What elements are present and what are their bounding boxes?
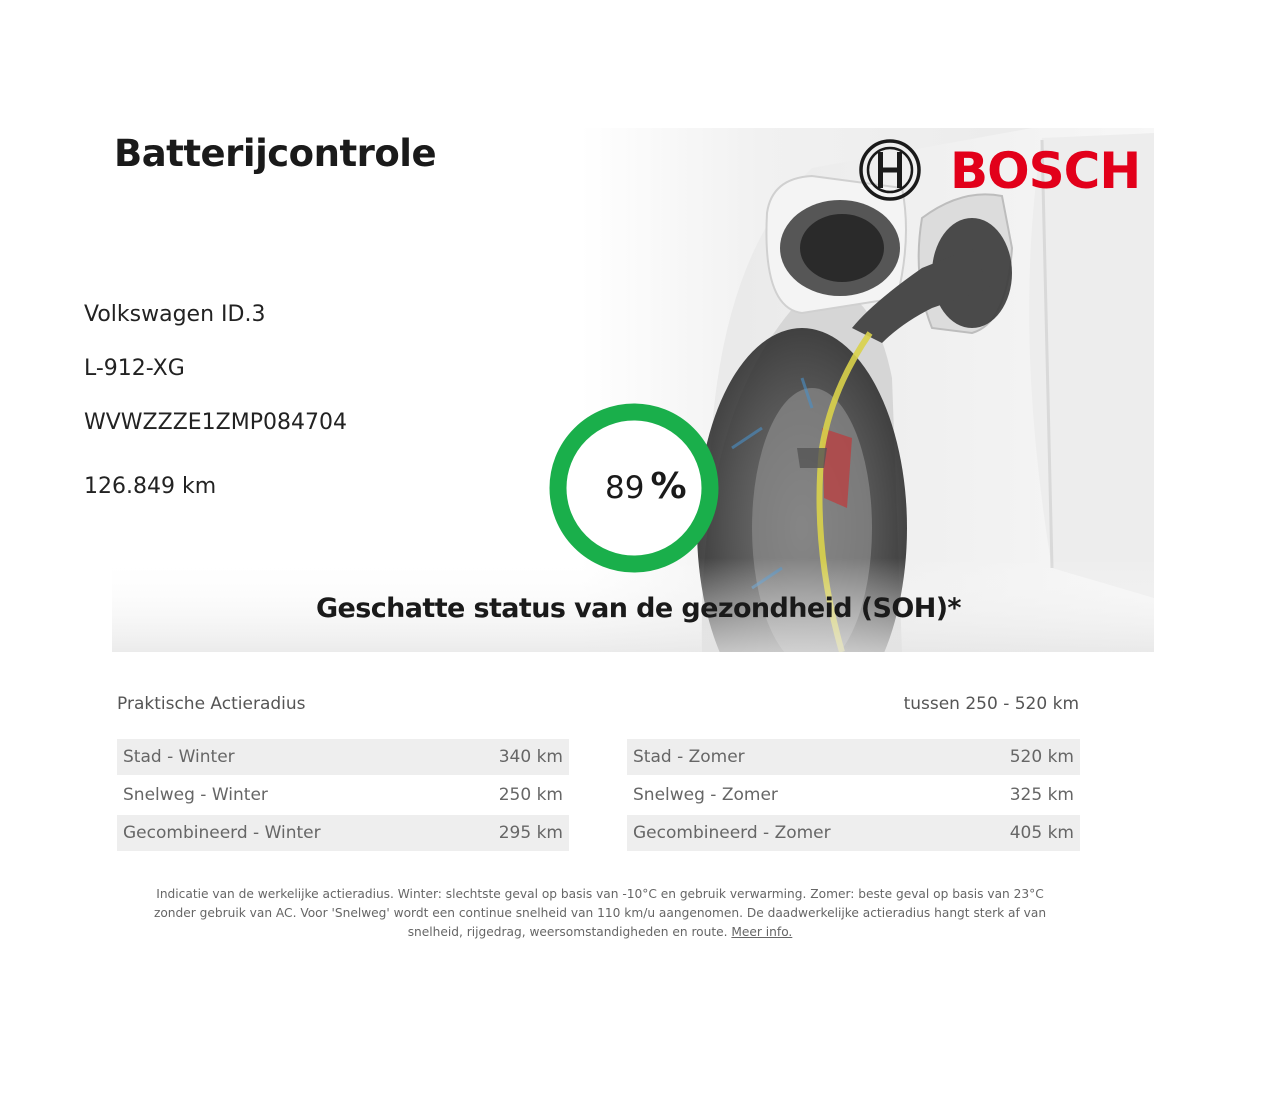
range-title: Praktische Actieradius xyxy=(117,694,306,714)
page-title: Batterijcontrole xyxy=(114,132,437,175)
summer-range-table xyxy=(627,739,1080,853)
range-label: Gecombineerd - Zomer xyxy=(633,823,831,843)
soh-unit: % xyxy=(650,466,687,507)
range-value: 405 km xyxy=(1009,823,1074,843)
brand-wordmark: BOSCH xyxy=(950,142,1141,200)
range-value: 520 km xyxy=(1009,747,1074,767)
table-row xyxy=(117,777,569,813)
range-label: Snelweg - Zomer xyxy=(633,785,778,805)
bosch-armature-icon xyxy=(858,138,922,202)
range-value: 325 km xyxy=(1009,785,1074,805)
bosch-logo xyxy=(858,138,1148,202)
winter-range-table xyxy=(117,739,569,853)
soh-caption: Geschatte status van de gezondheid (SOH)* xyxy=(316,593,961,624)
license-plate: L-912-XG xyxy=(84,356,185,381)
range-label: Stad - Winter xyxy=(123,747,235,767)
table-row xyxy=(117,815,569,851)
table-row xyxy=(627,777,1080,813)
soh-number: 89 xyxy=(605,470,645,506)
range-disclaimer xyxy=(138,885,1062,942)
range-label: Snelweg - Winter xyxy=(123,785,268,805)
range-label: Gecombineerd - Winter xyxy=(123,823,321,843)
table-row xyxy=(117,739,569,775)
mileage: 126.849 km xyxy=(84,474,217,499)
vin-number: WVWZZZE1ZMP084704 xyxy=(84,410,347,435)
soh-value xyxy=(605,466,687,507)
more-info-link[interactable]: Meer info. xyxy=(731,925,793,939)
disclaimer-text: Indicatie van de werkelijke actieradius. Winter: slechtste geval op basis van -10°C en gebruik verwarming. Zomer: beste geval op basis van 23°C zonder gebruik van AC. Voor 'Snelweg' wordt een continue snelheid van 110 km/u aangenomen. De daadwerkelijke actieradius hangt sterk af van snelheid, rijgedrag, weersomstandigheden en route. xyxy=(153,887,1047,939)
range-value: 340 km xyxy=(498,747,563,767)
range-label: Stad - Zomer xyxy=(633,747,745,767)
range-header xyxy=(117,694,1079,720)
range-span: tussen 250 - 520 km xyxy=(903,694,1079,714)
table-row xyxy=(627,815,1080,851)
vehicle-model: Volkswagen ID.3 xyxy=(84,302,266,327)
range-value: 295 km xyxy=(498,823,563,843)
range-value: 250 km xyxy=(498,785,563,805)
table-row xyxy=(627,739,1080,775)
